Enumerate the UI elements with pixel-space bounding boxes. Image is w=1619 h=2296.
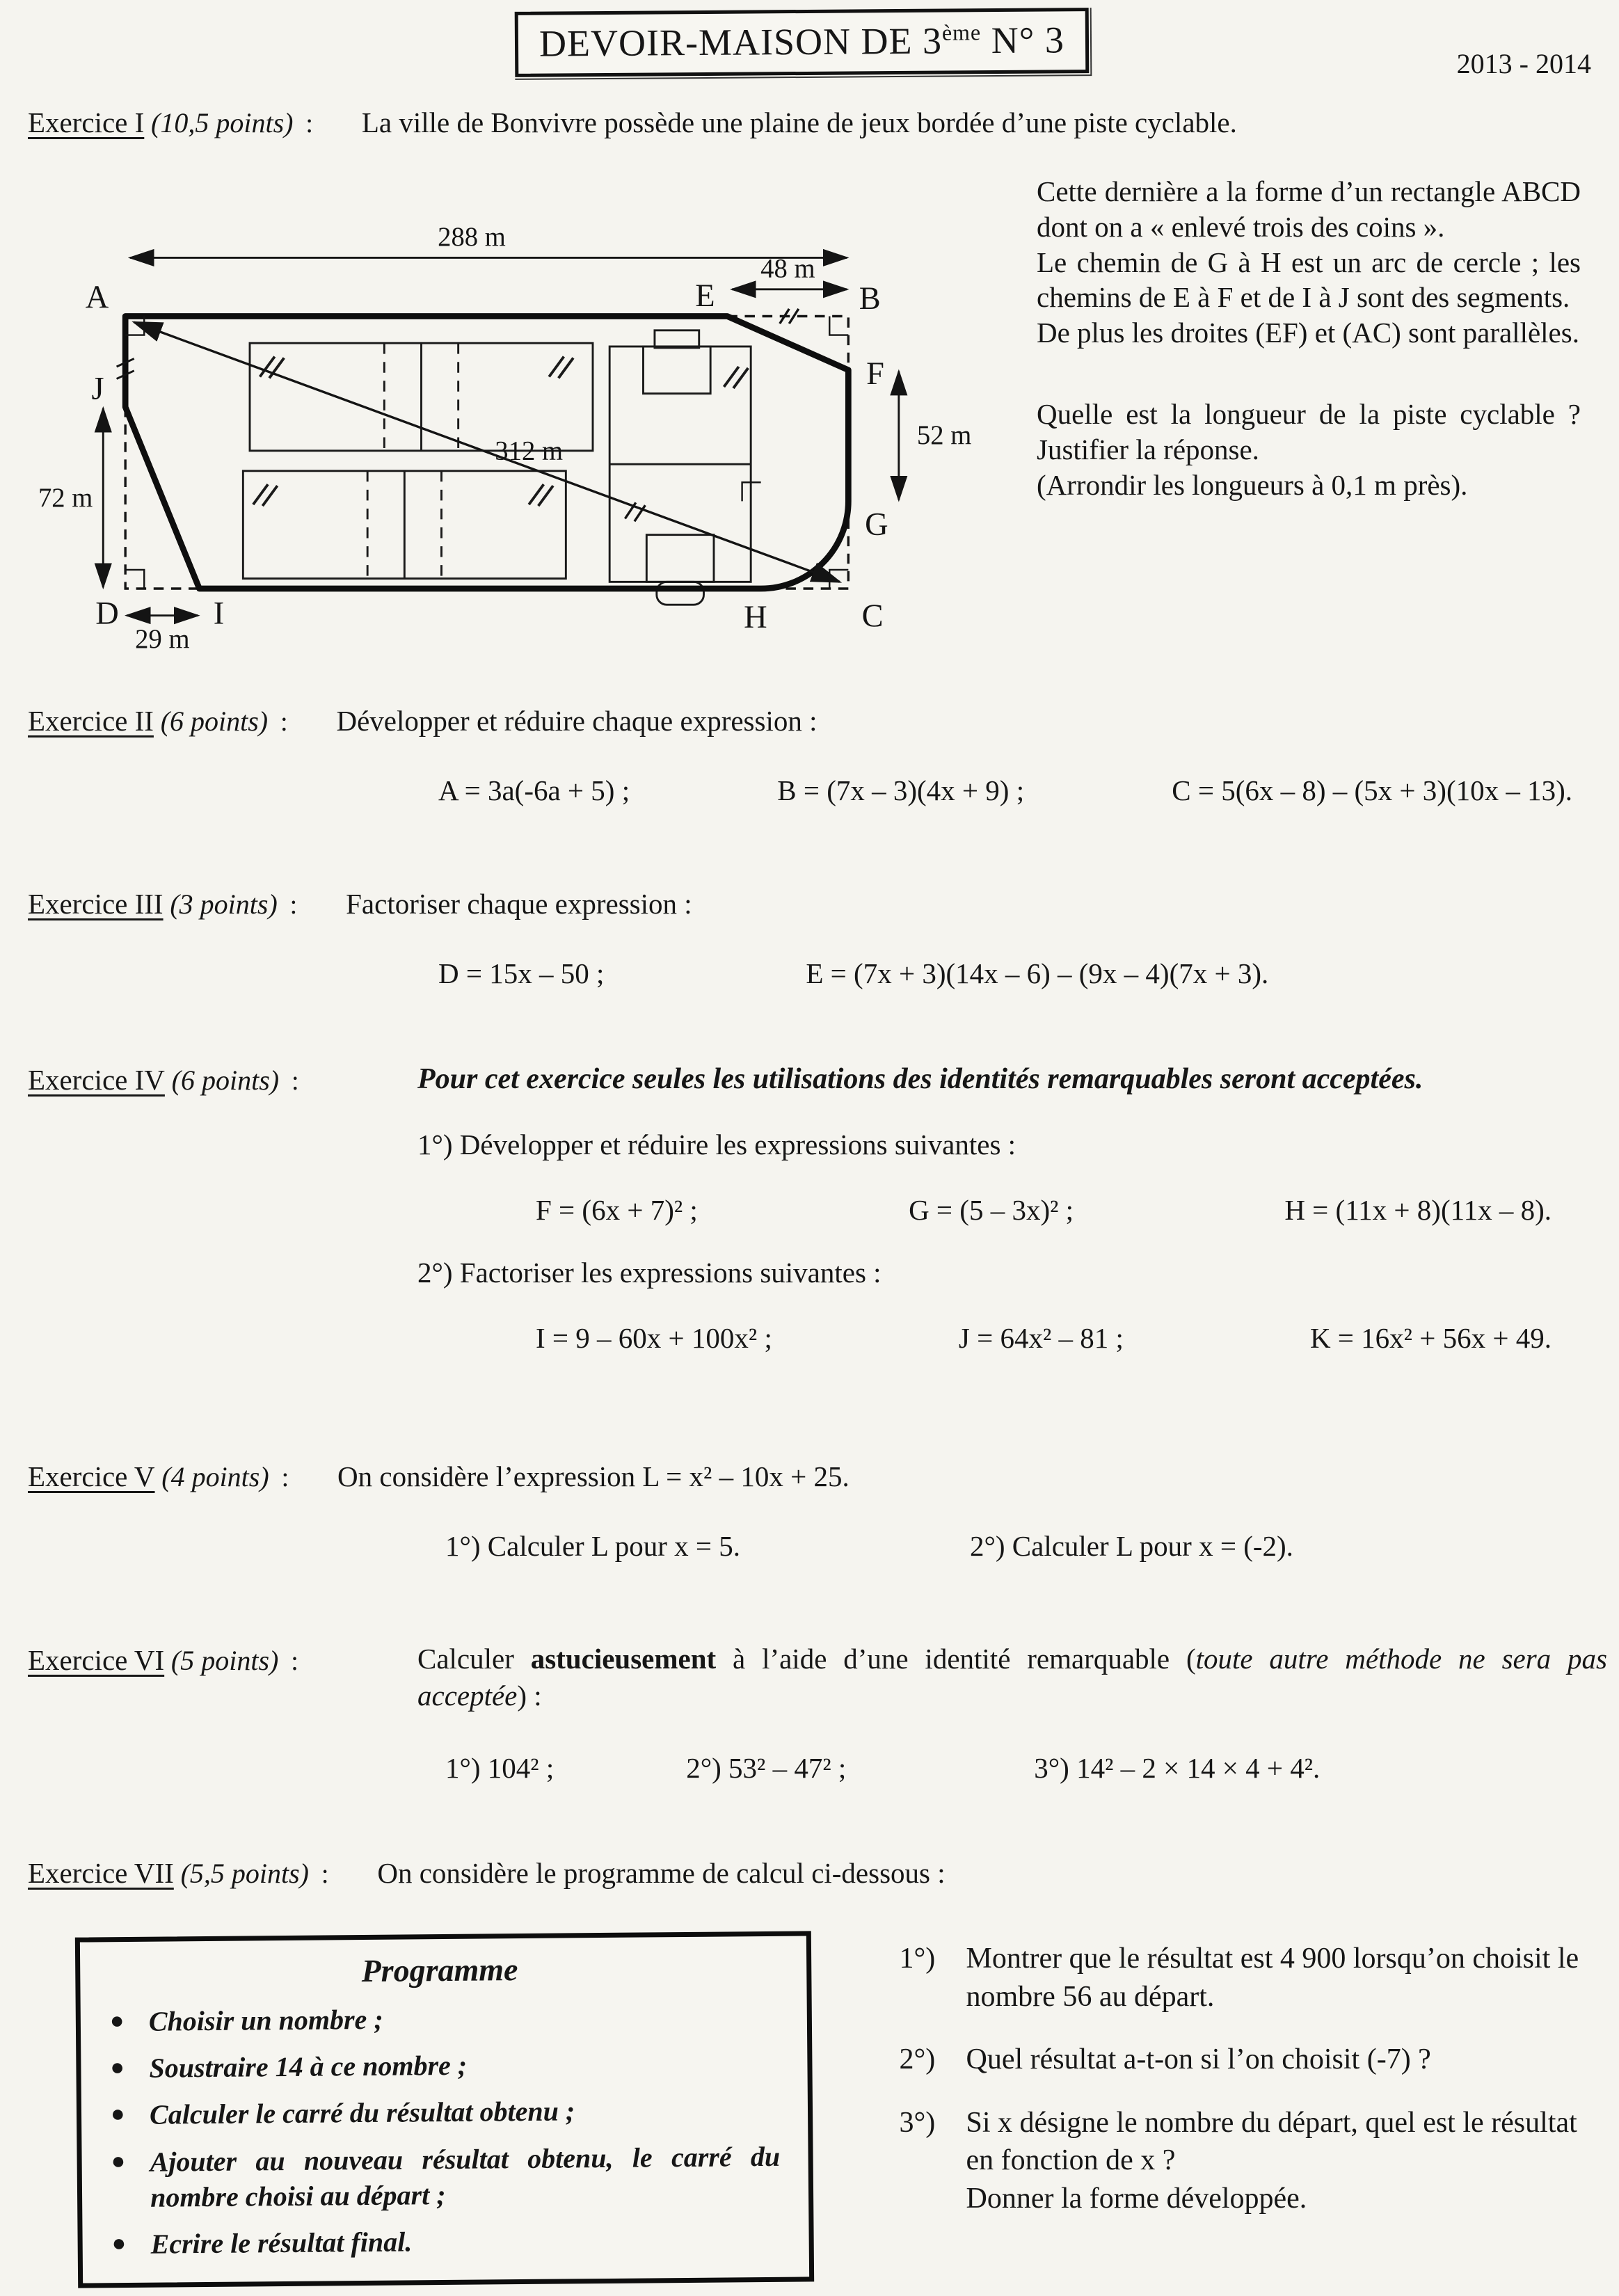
ex6-intro-pre: Calculer [417, 1643, 531, 1675]
program-step-text: Choisir un nombre ; [148, 2003, 383, 2037]
exercise-1-intro: La ville de Bonvivre possède une plaine de jeux bordée d’une piste cyclable. [361, 106, 1237, 138]
dim-288: 288 m [438, 223, 506, 252]
exercise-6-points: (5 points) [170, 1645, 279, 1676]
exercise-7-question-1 [900, 1940, 1593, 2016]
exercise-6 [28, 1643, 1607, 1785]
exercise-2-label: Exercice II [28, 705, 154, 737]
expression-b: B = (7x – 3)(4x + 9) ; [777, 774, 1025, 806]
point-f: F [866, 356, 884, 392]
question-text: Quel résultat a-t-on si l’on choisit (-7) ? [966, 2043, 1431, 2076]
exercise-5-label: Exercice V [28, 1460, 155, 1492]
point-g: G [865, 507, 888, 543]
point-d: D [95, 596, 119, 632]
exercise-5-q2: 2°) Calculer L pour x = (-2). [969, 1530, 1293, 1562]
program-step-text: Ecrire le résultat final. [150, 2226, 413, 2260]
exercise-5-q1: 1°) Calculer L pour x = 5. [445, 1530, 740, 1562]
exercise-5-points: (4 points) [161, 1461, 269, 1492]
volleyball-court-top [250, 343, 593, 451]
ex6-intro-bold: astucieusement [530, 1643, 717, 1675]
exercise-7-heading [28, 1856, 1593, 1890]
expression-d: D = 15x – 50 ; [438, 957, 605, 989]
program-title: Programme [361, 1952, 518, 1989]
dim-72: 72 m [38, 484, 93, 513]
question-text: Montrer que le résultat est 4 900 lorsqu’on choisit le nombre 56 au départ. [966, 1943, 1579, 2013]
bullet-icon: ● [109, 2008, 125, 2034]
exercise-3-instruction: Factoriser chaque expression : [346, 888, 692, 920]
program-step [97, 1998, 783, 2040]
exercise-6-colon: : [291, 1646, 298, 1676]
exercise-5 [28, 1460, 1593, 1563]
exercise-7-label: Exercice VII [28, 1857, 174, 1889]
point-a: A [85, 279, 109, 315]
program-step-text: Ajouter au nouveau résultat obtenu, le carré du nombre choisi au départ ; [150, 2140, 781, 2213]
exercise-3 [28, 887, 1593, 990]
exercise-7-question-2 [900, 2041, 1593, 2079]
diagonal-ac [134, 322, 840, 582]
ex1-desc-2: Le chemin de G à H est un arc de cercle ; les chemins de E à F et de I à J sont des segments. [1037, 246, 1581, 314]
park-figure-svg [28, 145, 1037, 669]
question-number: 3°) [899, 2106, 936, 2139]
exercise-4-colon: : [291, 1066, 299, 1096]
point-e: E [695, 278, 715, 314]
exercise-7-questions [900, 1934, 1593, 2243]
bullet-icon: ● [111, 2230, 127, 2257]
point-h: H [744, 600, 767, 636]
exercise-3-points: (3 points) [170, 888, 278, 920]
exercise-4 [28, 1063, 1593, 1355]
exercise-1 [28, 106, 1593, 676]
point-j: J [91, 371, 104, 407]
question-text-line1: Si x désigne le nombre du départ, quel est le résultat en fonction de x ? [966, 2106, 1577, 2177]
exercise-7 [28, 1856, 1593, 2285]
exercise-3-label: Exercice III [28, 888, 164, 920]
expression-a: A = 3a(-6a + 5) ; [438, 774, 630, 806]
exercise-4-statement: Pour cet exercice seules les utilisations des identités remarquables seront acceptées. [417, 1063, 1423, 1095]
exercise-2 [28, 704, 1593, 807]
exercise-6-q3: 3°) 14² – 2 × 14 × 4 + 4². [1034, 1751, 1321, 1784]
exercise-4-points: (6 points) [171, 1065, 280, 1096]
question-number: 2°) [899, 2043, 936, 2076]
program-step [97, 2045, 783, 2087]
ex6-intro-mid: à l’aide d’une identité remarquable ( [716, 1643, 1196, 1675]
exercise-5-intro: On considère l’expression L = x² – 10x + 25. [337, 1460, 850, 1492]
geometry-figure [28, 145, 1037, 676]
ex1-question: Quelle est la longueur de la piste cyclable ? Justifier la réponse. [1037, 398, 1581, 465]
document-title [515, 8, 1089, 77]
ex1-rounding-note: (Arrondir les longueurs à 0,1 m près). [1037, 468, 1468, 501]
question-text [966, 2104, 1593, 2218]
bullet-icon: ● [111, 2148, 126, 2174]
program-step [99, 2221, 785, 2263]
ex1-desc-3: De plus les droites (EF) et (AC) sont parallèles. [1037, 317, 1579, 349]
exercise-3-colon: : [289, 890, 298, 920]
exercise-2-instruction: Développer et réduire chaque expression : [336, 705, 818, 737]
question-text-line2: Donner la forme développée. [966, 2182, 1307, 2215]
exercise-4-q2: 2°) Factoriser les expressions suivantes : [417, 1256, 882, 1289]
exercise-2-colon: : [280, 707, 288, 737]
ex6-intro-end: ) : [517, 1680, 542, 1712]
exercise-6-intro [417, 1641, 1607, 1715]
exercise-1-colon: : [305, 109, 314, 138]
exercise-1-description [1037, 145, 1586, 676]
point-i: I [213, 596, 225, 632]
exercise-2-heading [28, 704, 1593, 738]
program-box [75, 1931, 814, 2288]
program-step-text: Soustraire 14 à ce nombre ; [149, 2049, 468, 2084]
ex6-intro-italic: toute autre méthode ne sera pas acceptée [417, 1643, 1607, 1712]
bullet-icon: ● [110, 2055, 125, 2081]
exercise-4-label: Exercice IV [28, 1064, 165, 1096]
dim-29: 29 m [135, 625, 190, 655]
dim-48: 48 m [760, 254, 815, 284]
exercise-1-heading [28, 106, 1593, 139]
exercise-5-heading [28, 1460, 1593, 1493]
basketball-court [609, 330, 751, 605]
expression-g: G = (5 – 3x)² ; [909, 1193, 1074, 1226]
title-number: N° 3 [981, 19, 1065, 62]
expression-c: C = 5(6x – 8) – (5x + 3)(10x – 13). [1172, 774, 1572, 806]
title-superscript: ème [941, 19, 982, 45]
point-c: C [861, 598, 884, 635]
parallel-mark-diagonal [625, 502, 645, 521]
exercise-1-label: Exercice I [28, 106, 145, 138]
exercise-7-colon: : [321, 1859, 329, 1889]
program-step [98, 2138, 784, 2215]
title-text: DEVOIR-MAISON DE 3 [539, 19, 943, 65]
dim-52: 52 m [916, 421, 972, 451]
program-step [98, 2091, 784, 2133]
exercise-7-question-3 [900, 2104, 1593, 2218]
program-step-text: Calculer le carré du résultat obtenu ; [149, 2095, 575, 2131]
exercise-6-q1: 1°) 104² ; [445, 1751, 555, 1784]
exercise-6-q2: 2°) 53² – 47² ; [686, 1751, 847, 1784]
expression-f: F = (6x + 7)² ; [536, 1193, 698, 1226]
exercise-7-points: (5,5 points) [180, 1858, 309, 1889]
expression-h: H = (11x + 8)(11x – 8). [1284, 1193, 1552, 1226]
school-year: 2013 - 2014 [1456, 48, 1591, 79]
point-b: B [859, 280, 881, 317]
volleyball-court-bottom [243, 471, 566, 579]
exercise-2-points: (6 points) [160, 705, 269, 737]
exercise-7-intro: On considère le programme de calcul ci-dessous : [377, 1857, 946, 1889]
dim-312: 312 m [495, 436, 564, 466]
expression-e: E = (7x + 3)(14x – 6) – (9x – 4)(7x + 3). [806, 957, 1269, 989]
exercise-4-q1: 1°) Développer et réduire les expressions suivantes : [417, 1128, 1016, 1161]
exercise-6-label: Exercice VI [28, 1644, 165, 1676]
exercise-5-colon: : [281, 1462, 289, 1492]
expression-k: K = 16x² + 56x + 49. [1309, 1321, 1552, 1354]
expression-j: J = 64x² – 81 ; [958, 1321, 1124, 1354]
bullet-icon: ● [110, 2101, 125, 2128]
ex1-desc-1: Cette dernière a la forme d’un rectangle ABCD dont on a « enlevé trois des coins ». [1037, 175, 1581, 243]
exercise-1-points: (10,5 points) [151, 107, 294, 138]
question-number: 1°) [899, 1943, 936, 1975]
expression-i: I = 9 – 60x + 100x² ; [536, 1321, 772, 1354]
exercise-3-heading [28, 887, 1593, 920]
